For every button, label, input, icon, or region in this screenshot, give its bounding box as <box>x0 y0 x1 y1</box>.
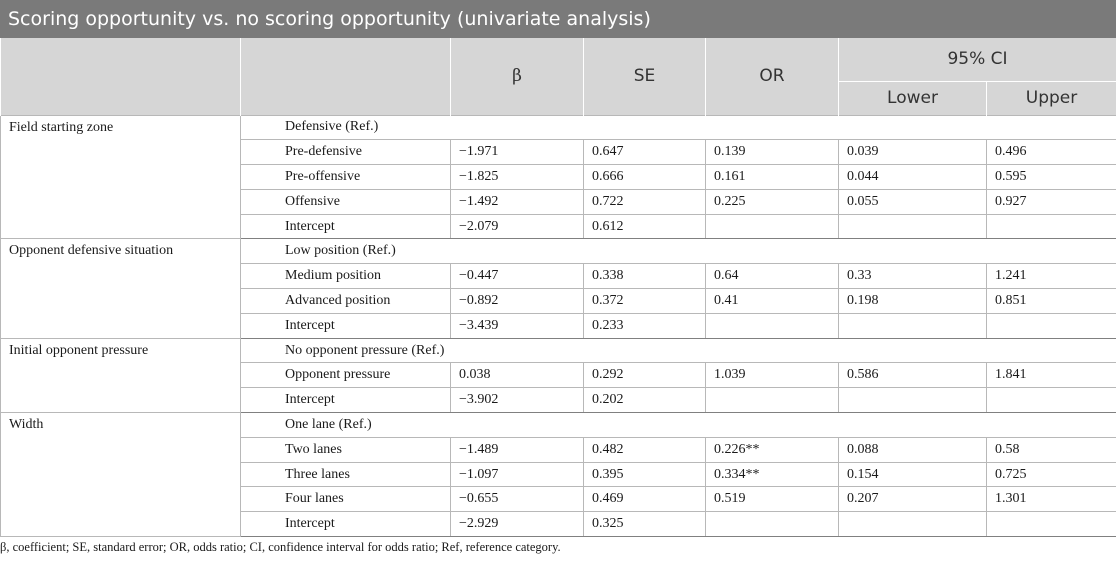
level-cell: Intercept <box>241 512 451 537</box>
level-cell: Opponent pressure <box>241 363 451 388</box>
ci-upper-cell <box>987 512 1116 537</box>
ci-lower-cell <box>839 388 987 413</box>
beta-cell: −2.079 <box>451 214 584 239</box>
variable-label: Initial opponent pressure <box>1 338 241 412</box>
ci-upper-cell: 1.841 <box>987 363 1116 388</box>
header-ci-lower: Lower <box>839 81 987 115</box>
beta-cell: −0.447 <box>451 264 584 289</box>
beta-cell: −1.825 <box>451 165 584 190</box>
ci-lower-cell: 0.055 <box>839 189 987 214</box>
ci-upper-cell <box>987 313 1116 338</box>
beta-cell: −3.902 <box>451 388 584 413</box>
beta-cell: −2.929 <box>451 512 584 537</box>
se-cell: 0.292 <box>584 363 706 388</box>
ci-upper-cell: 0.927 <box>987 189 1116 214</box>
or-cell: 0.64 <box>706 264 839 289</box>
level-cell: Intercept <box>241 388 451 413</box>
beta-cell: −3.439 <box>451 313 584 338</box>
level-cell: Advanced position <box>241 289 451 314</box>
se-cell: 0.482 <box>584 437 706 462</box>
table-body <box>1 115 1116 537</box>
ci-lower-cell: 0.044 <box>839 165 987 190</box>
level-cell: Pre-offensive <box>241 165 451 190</box>
se-cell: 0.202 <box>584 388 706 413</box>
ci-upper-cell: 0.725 <box>987 462 1116 487</box>
table-row <box>1 239 1116 264</box>
beta-cell: 0.038 <box>451 363 584 388</box>
se-cell: 0.325 <box>584 512 706 537</box>
variable-label: Field starting zone <box>1 115 241 239</box>
or-cell <box>706 512 839 537</box>
table-header <box>1 38 1116 115</box>
ci-lower-cell: 0.33 <box>839 264 987 289</box>
level-cell: Two lanes <box>241 437 451 462</box>
ci-lower-cell <box>839 214 987 239</box>
level-cell: Intercept <box>241 214 451 239</box>
se-cell: 0.372 <box>584 289 706 314</box>
or-cell: 0.225 <box>706 189 839 214</box>
beta-cell: −1.492 <box>451 189 584 214</box>
ci-upper-cell: 0.58 <box>987 437 1116 462</box>
ci-lower-cell: 0.586 <box>839 363 987 388</box>
or-cell: 0.519 <box>706 487 839 512</box>
ci-upper-cell: 0.595 <box>987 165 1116 190</box>
ci-upper-cell: 1.241 <box>987 264 1116 289</box>
beta-cell: −1.489 <box>451 437 584 462</box>
ci-upper-cell: 1.301 <box>987 487 1116 512</box>
or-cell: 0.226** <box>706 437 839 462</box>
level-cell: Offensive <box>241 189 451 214</box>
header-beta: β <box>451 38 584 115</box>
ci-upper-cell <box>987 214 1116 239</box>
se-cell: 0.647 <box>584 140 706 165</box>
level-cell: Medium position <box>241 264 451 289</box>
beta-cell: −1.097 <box>451 462 584 487</box>
se-cell: 0.722 <box>584 189 706 214</box>
header-ci-upper: Upper <box>987 81 1116 115</box>
se-cell: 0.666 <box>584 165 706 190</box>
se-cell: 0.469 <box>584 487 706 512</box>
variable-label: Width <box>1 413 241 537</box>
reference-category: Low position (Ref.) <box>241 239 1116 264</box>
level-cell: Four lanes <box>241 487 451 512</box>
ci-upper-cell: 0.851 <box>987 289 1116 314</box>
beta-cell: −1.971 <box>451 140 584 165</box>
ci-upper-cell <box>987 388 1116 413</box>
ci-lower-cell: 0.207 <box>839 487 987 512</box>
or-cell <box>706 313 839 338</box>
beta-cell: −0.655 <box>451 487 584 512</box>
variable-label: Opponent defensive situation <box>1 239 241 338</box>
header-blank-variable <box>1 38 241 115</box>
table-title: Scoring opportunity vs. no scoring opportunity (univariate analysis) <box>0 0 1116 38</box>
or-cell <box>706 214 839 239</box>
ci-upper-cell: 0.496 <box>987 140 1116 165</box>
se-cell: 0.395 <box>584 462 706 487</box>
header-se: SE <box>584 38 706 115</box>
table-row <box>1 413 1116 438</box>
reference-category: One lane (Ref.) <box>241 413 1116 438</box>
se-cell: 0.233 <box>584 313 706 338</box>
level-cell: Intercept <box>241 313 451 338</box>
or-cell <box>706 388 839 413</box>
header-ci: 95% CI <box>839 38 1116 81</box>
or-cell: 0.41 <box>706 289 839 314</box>
table-footnote: β, coefficient; SE, standard error; OR, odds ratio; CI, confidence interval for odds ratio; Ref, reference category. <box>0 540 561 554</box>
or-cell: 0.139 <box>706 140 839 165</box>
ci-lower-cell: 0.039 <box>839 140 987 165</box>
ci-lower-cell <box>839 512 987 537</box>
results-table <box>0 38 1116 537</box>
reference-category: No opponent pressure (Ref.) <box>241 338 1116 363</box>
header-blank-level <box>241 38 451 115</box>
table-row <box>1 338 1116 363</box>
table-row <box>1 115 1116 140</box>
ci-lower-cell: 0.154 <box>839 462 987 487</box>
level-cell: Pre-defensive <box>241 140 451 165</box>
header-or: OR <box>706 38 839 115</box>
or-cell: 0.334** <box>706 462 839 487</box>
or-cell: 1.039 <box>706 363 839 388</box>
reference-category: Defensive (Ref.) <box>241 115 1116 140</box>
se-cell: 0.338 <box>584 264 706 289</box>
ci-lower-cell: 0.198 <box>839 289 987 314</box>
ci-lower-cell: 0.088 <box>839 437 987 462</box>
level-cell: Three lanes <box>241 462 451 487</box>
se-cell: 0.612 <box>584 214 706 239</box>
beta-cell: −0.892 <box>451 289 584 314</box>
ci-lower-cell <box>839 313 987 338</box>
or-cell: 0.161 <box>706 165 839 190</box>
